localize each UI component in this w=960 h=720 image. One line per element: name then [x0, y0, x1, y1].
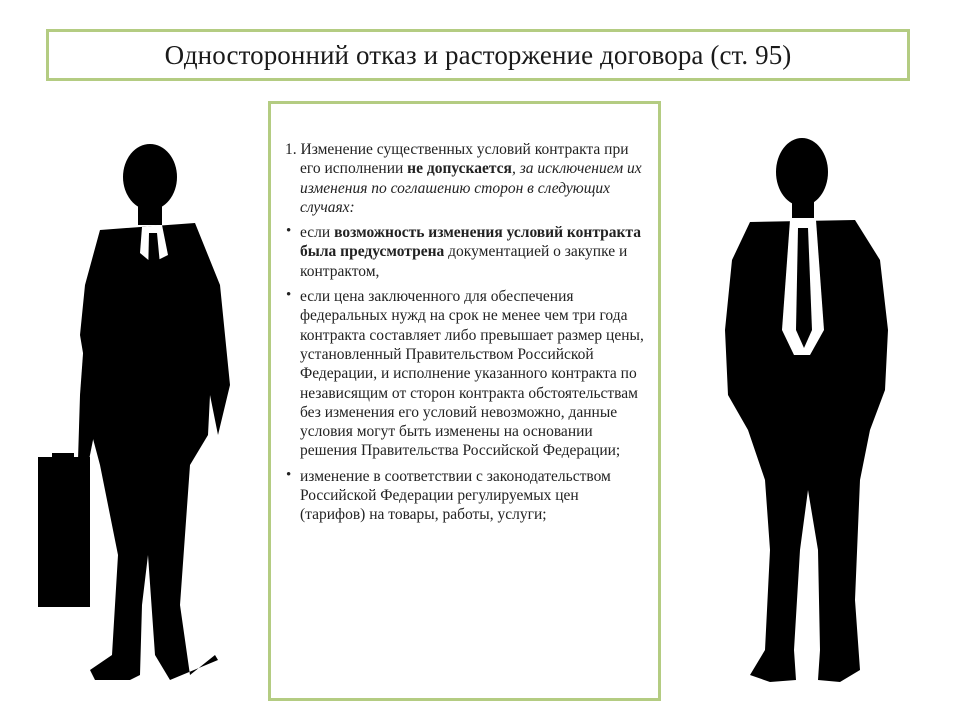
- conditions-list: [285, 223, 644, 524]
- slide-title: Односторонний отказ и расторжение договора (ст. 95): [164, 39, 792, 70]
- lead-text: Изменение существенных условий контракта при его исполнении: [300, 141, 629, 178]
- bullet-icon: •: [286, 466, 292, 483]
- title-frame: [46, 29, 910, 81]
- list-item-text: если: [300, 224, 335, 242]
- bullet-icon: •: [286, 223, 292, 240]
- lead-bold-text: не допускается: [407, 160, 512, 178]
- lead-paragraph: [285, 140, 644, 217]
- lead-italic-text: , за исключением их изменения по соглашению сторон в следующих случаях:: [300, 160, 642, 216]
- list-item: [285, 467, 644, 525]
- businessman-pockets-icon: [720, 130, 890, 695]
- list-item-bold-text: возможность изменения условий контракта была предусмотрена: [300, 224, 641, 261]
- lead-number: 1.: [285, 141, 297, 158]
- businessman-briefcase-icon: [30, 135, 230, 695]
- list-item-text: изменение в соответствии с законодательством Российской Федерации регулируемых цен (тарифов) на товары, работы, услуги;: [300, 467, 611, 524]
- bullet-icon: •: [286, 287, 292, 304]
- content-frame: [268, 101, 661, 701]
- list-item: [285, 223, 644, 281]
- list-item-text: документацией о закупке и контрактом,: [300, 243, 628, 280]
- list-item-text: если цена заключенного для обеспечения федеральных нужд на срок не менее чем три года контракта составляет либо превышает размер цены, установленный Правительством Российской Федерации, и исполнение указанного контракта по независящим от сторон контракта обстоятельствам без изменения его условий невозможно, данные условия могут быть изменены на основании решения Правительства Российской Федерации;: [300, 288, 644, 460]
- list-item: [285, 287, 644, 461]
